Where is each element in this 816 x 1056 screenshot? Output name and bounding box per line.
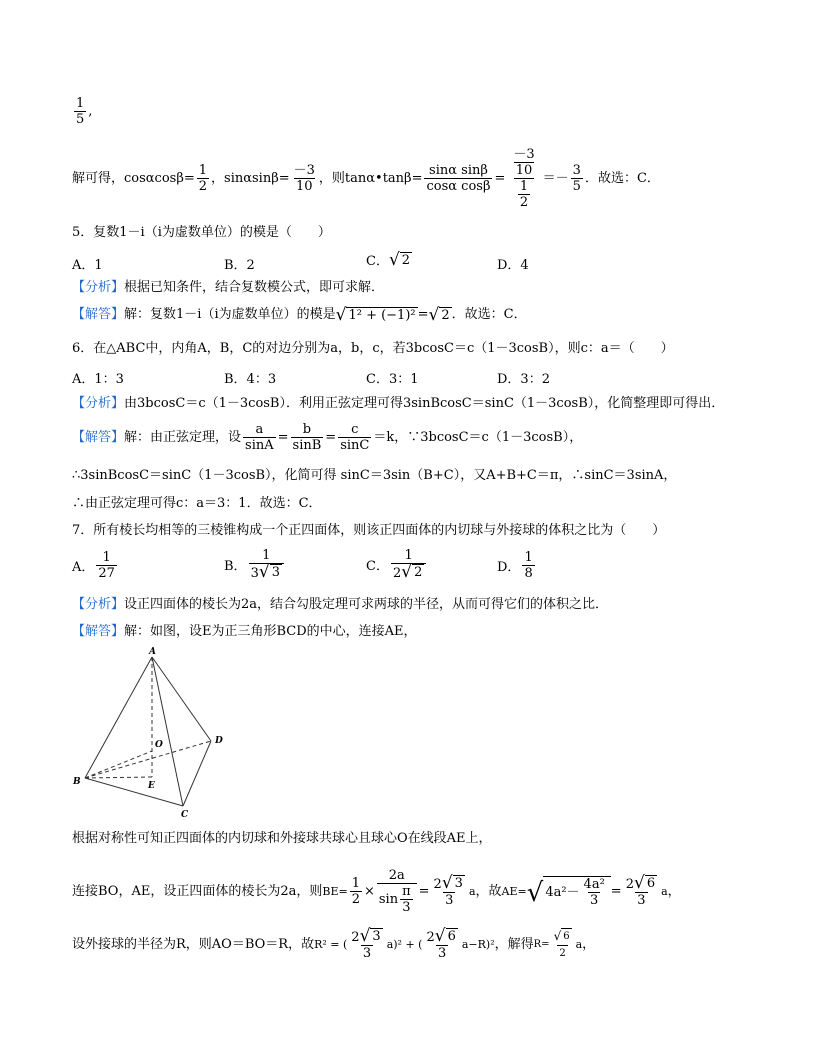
q7-answer-line3: 设外接球的半径为R，则AO＝BO＝R，故 R² = ( 2 √ 3 3 a)² + ( 2 √ 6 3 a−R)² ，解得 R= √ 6 2 a ， [72, 926, 596, 961]
q6-answer-line3: ∴由正弦定理可得c：a＝3：1．故选：C． [72, 496, 322, 511]
q5-option-b: B．2 [224, 258, 255, 273]
q7-answer: 【解答】解：如图，设E为正三角形BCD的中心，连接AE， [72, 624, 417, 639]
q5-option-c: C． √ 2 [366, 249, 411, 270]
fraction: 2a sin $\frac{\pi}{3}$ [377, 868, 417, 915]
q7-option-d: D． $\frac{1}{8}$ [497, 550, 533, 581]
fraction-one-fifth: $\frac{1}{5}$ [76, 96, 85, 127]
sqrt: √ 1² + (−1)² [335, 305, 416, 325]
sqrt: √ 4a²－ $\frac{\text{4a²}}{3}$ [527, 876, 611, 908]
q6-answer-line2: ∴3sinBcosC＝sinC（1－3cosB），化简可得 sinC＝3sin（B+C），又A+B+C＝π，∴sinC＝3sinA， [72, 468, 677, 483]
fraction: $\frac{1}{27}$ [98, 550, 115, 581]
fraction: 1 2 √ 2 [391, 548, 426, 581]
fraction: $\frac{b}{\sin B}$ [292, 422, 322, 453]
fraction: $\frac{1}{2}$ [351, 876, 360, 907]
q7-answer-line1: 根据对称性可知正四面体的内切球和外接球共球心且球心O在线段AE上， [72, 831, 492, 846]
segment-be [85, 777, 152, 778]
q5-option-a: A．1 [72, 258, 103, 273]
q7-option-b: B． 1 3 √ 3 [224, 548, 286, 581]
label-b: B [73, 777, 81, 787]
fraction: 2 √ 6 3 [625, 873, 656, 908]
question-6-stem: 6．在△ABC中，内角A，B，C的对边分别为a，b，c，若3bcosC＝c（1－3cosB），则c：a＝（ ） [72, 341, 674, 356]
question-7-stem: 7．所有棱长均相等的三棱锥构成一个正四面体，则该正四面体的内切球与外接球的体积之比为（ ） [72, 523, 666, 538]
q5-option-d: D．4 [497, 258, 529, 273]
q6-option-a: A．1：3 [72, 372, 124, 387]
fraction: 2 √ 3 3 [433, 873, 463, 908]
q5-analysis: 【分析】根据已知条件，结合复数模公式，即可求解． [72, 280, 385, 295]
edge-bd-hidden [85, 741, 211, 778]
fraction: $\frac{1}{2}$ [198, 163, 208, 194]
label-d: D [215, 736, 223, 746]
segment-bo [85, 751, 152, 778]
label-c: C [181, 810, 189, 820]
q6-answer: 【解答】 解：由正弦定理，设 $\frac{a}{\sin A}$ = $\frac{b}{\sin B}$ = $\frac{c}{\sin C}$ ＝k，∵3bcosC＝c（1－3cosB）， [72, 422, 583, 453]
fraction: $\frac{a}{\sin A}$ [245, 422, 274, 453]
fraction: $\frac{3}{5}$ [572, 163, 581, 194]
edge-ab [85, 657, 152, 778]
edge-cd [183, 741, 211, 806]
fraction: 1 3 √ 3 [249, 548, 284, 581]
q7-answer-line2: 连接BO，AE，设正四面体的棱长为2a，则 BE= $\frac{1}{2}$ × 2a sin $\frac{\pi}{3}$ = 2 √ 3 3 a ，故 AE= √ 4a²－ $\frac{\text{4a²}}{3}$ = 2 √ 6 3 a ， [72, 868, 681, 915]
fraction: $\frac{1}{8}$ [524, 550, 533, 581]
tetrahedron-figure [68, 645, 238, 820]
q7-option-a: A． $\frac{1}{27}$ [72, 550, 115, 581]
q6-option-c: C．3：1 [366, 372, 419, 387]
fraction-line: $\frac{1}{5}$ , [76, 96, 93, 127]
label-e: E [148, 781, 155, 791]
sqrt: √ 2 [428, 305, 450, 325]
q6-option-d: D．3：2 [497, 372, 550, 387]
q6-analysis: 【分析】由3bcosC＝c（1－3cosB）．利用正弦定理可得3sinBcosC＝sinC（1－3cosB），化简整理即可得出． [72, 396, 725, 411]
label-a: A [149, 647, 156, 657]
q6-option-b: B．4：3 [224, 372, 277, 387]
q7-option-c: C． 1 2 √ 2 [366, 548, 428, 581]
label-o: O [155, 740, 163, 750]
solution-line-tan-product: 解可得，cosαcosβ= $\frac{1}{2}$ ，sinαsinβ= $\frac{-3}{10}$ ，则tanα•tanβ= $\frac{\text{sinα sinβ}}{\text{cosα cosβ}}$ = $\frac{\frac{-3}{10}}{\frac{1}{2}}$ ＝－ $\frac{3}{5}$ ．故选：C． [72, 147, 660, 210]
edge-bc [85, 778, 183, 806]
fraction: 2 √ 3 3 [351, 926, 381, 961]
fraction: $\frac{\text{sinα sinβ}}{\text{cosα cosβ}}$ [426, 163, 491, 194]
fraction: √ 6 2 [553, 929, 570, 959]
q7-analysis: 【分析】设正四面体的棱长为2a，结合勾股定理可求两球的半径，从而可得它们的体积之比． [72, 597, 609, 612]
compound-fraction: $\frac{\frac{-3}{10}}{\frac{1}{2}}$ [513, 147, 535, 210]
fraction: $\frac{-3}{10}$ [293, 163, 315, 194]
fraction: $\frac{c}{\sin C}$ [340, 422, 370, 453]
fraction: 2 √ 6 3 [426, 926, 456, 961]
sqrt: √ 2 [388, 249, 411, 270]
q5-answer: 【解答】 解：复数1－i（i为虚数单位）的模是 √ 1² + (−1)² = √ 2 ．故选：C． [72, 305, 527, 325]
question-5-stem: 5．复数1－i（i为虚数单位）的模是（ ） [72, 225, 331, 240]
